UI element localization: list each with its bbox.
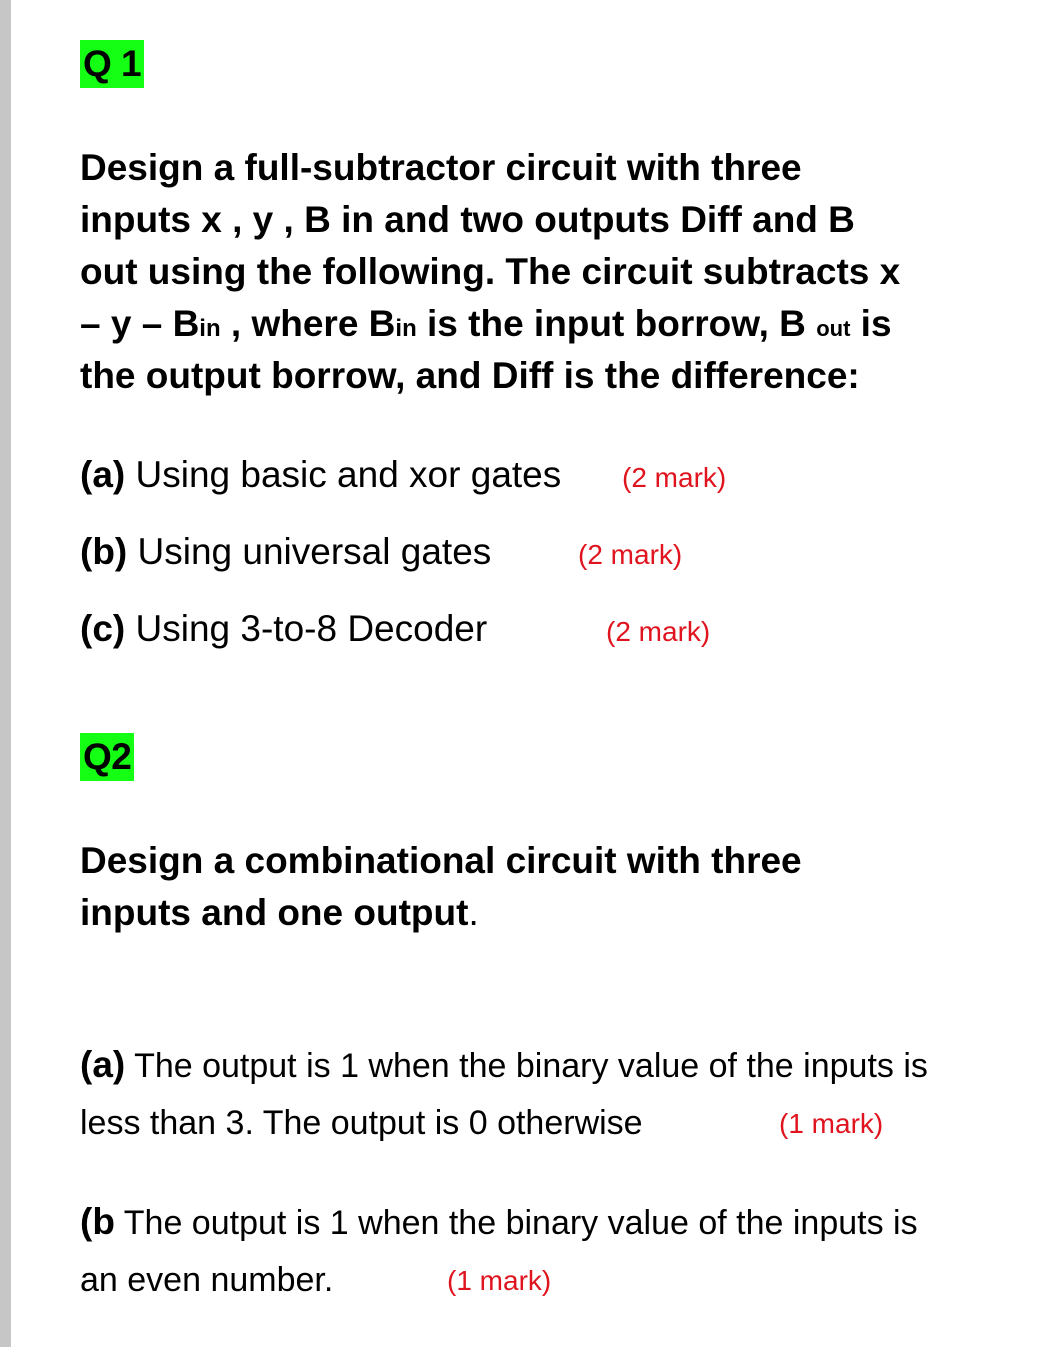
q2-part-b-letter: (b [80, 1201, 115, 1242]
question-1-stem [80, 142, 900, 402]
q2-part-b-mark: (1 mark) [447, 1265, 552, 1296]
q1-stem-line-4 [80, 298, 900, 350]
q1-part-c-text: Using 3-to-8 Decoder [125, 608, 488, 649]
left-margin-bar [0, 0, 11, 1347]
q1-part-a [80, 449, 561, 501]
question-2-stem [80, 835, 802, 939]
q2-part-a-letter: (a) [80, 1044, 126, 1085]
q1-part-c-letter: (c) [80, 608, 126, 649]
q2-part-a-line-1-text: The output is 1 when the binary value of the inputs is [125, 1047, 928, 1085]
q2-part-b-line-1-text: The output is 1 when the binary value of the inputs is [114, 1204, 918, 1242]
q1-part-a-text: Using basic and xor gates [125, 454, 562, 495]
q1-stem-line-4-part-a: – y – B [80, 303, 200, 344]
q1-part-b-text: Using universal gates [127, 531, 492, 572]
q2-part-b-line-1 [80, 1193, 918, 1251]
q1-stem-line-4-part-d: is [850, 303, 892, 344]
q1-part-b-mark: (2 mark) [578, 539, 683, 570]
q2-part-a-line-1 [80, 1036, 928, 1094]
q1-part-c-mark: (2 mark) [606, 616, 711, 647]
q2-part-a-line-2: less than 3. The output is 0 otherwise [80, 1104, 643, 1142]
subscript-in-2: in [395, 315, 417, 342]
q1-part-c [80, 603, 487, 655]
q1-stem-line-1: Design a full-subtractor circuit with three [80, 147, 802, 188]
q1-part-b-letter: (b) [80, 531, 128, 572]
q2-stem-line-1: Design a combinational circuit with three [80, 840, 802, 881]
q1-stem-line-2: inputs x , y , B in and two outputs Diff and B [80, 199, 855, 240]
q1-part-b [80, 526, 491, 578]
q2-stem-line-2-text: inputs and one output [80, 892, 469, 933]
q1-stem-line-4-part-c: is the input borrow, B [416, 303, 817, 344]
subscript-in-1: in [199, 315, 221, 342]
subscript-out: out [816, 316, 851, 341]
question-2-label: Q2 [80, 733, 134, 781]
question-1-label: Q 1 [80, 40, 144, 88]
q1-stem-line-3: out using the following. The circuit subtracts x [80, 251, 901, 292]
q2-stem-line-2 [80, 887, 802, 939]
q2-part-a-mark: (1 mark) [779, 1108, 884, 1139]
q1-part-a-mark: (2 mark) [622, 462, 727, 493]
q2-part-b-line-2: an even number. [80, 1261, 334, 1299]
q2-stem-period: . [468, 892, 479, 933]
q1-stem-line-5: the output borrow, and Diff is the difference: [80, 355, 860, 396]
q1-part-a-letter: (a) [80, 454, 126, 495]
q1-stem-line-4-part-b: , where B [220, 303, 396, 344]
